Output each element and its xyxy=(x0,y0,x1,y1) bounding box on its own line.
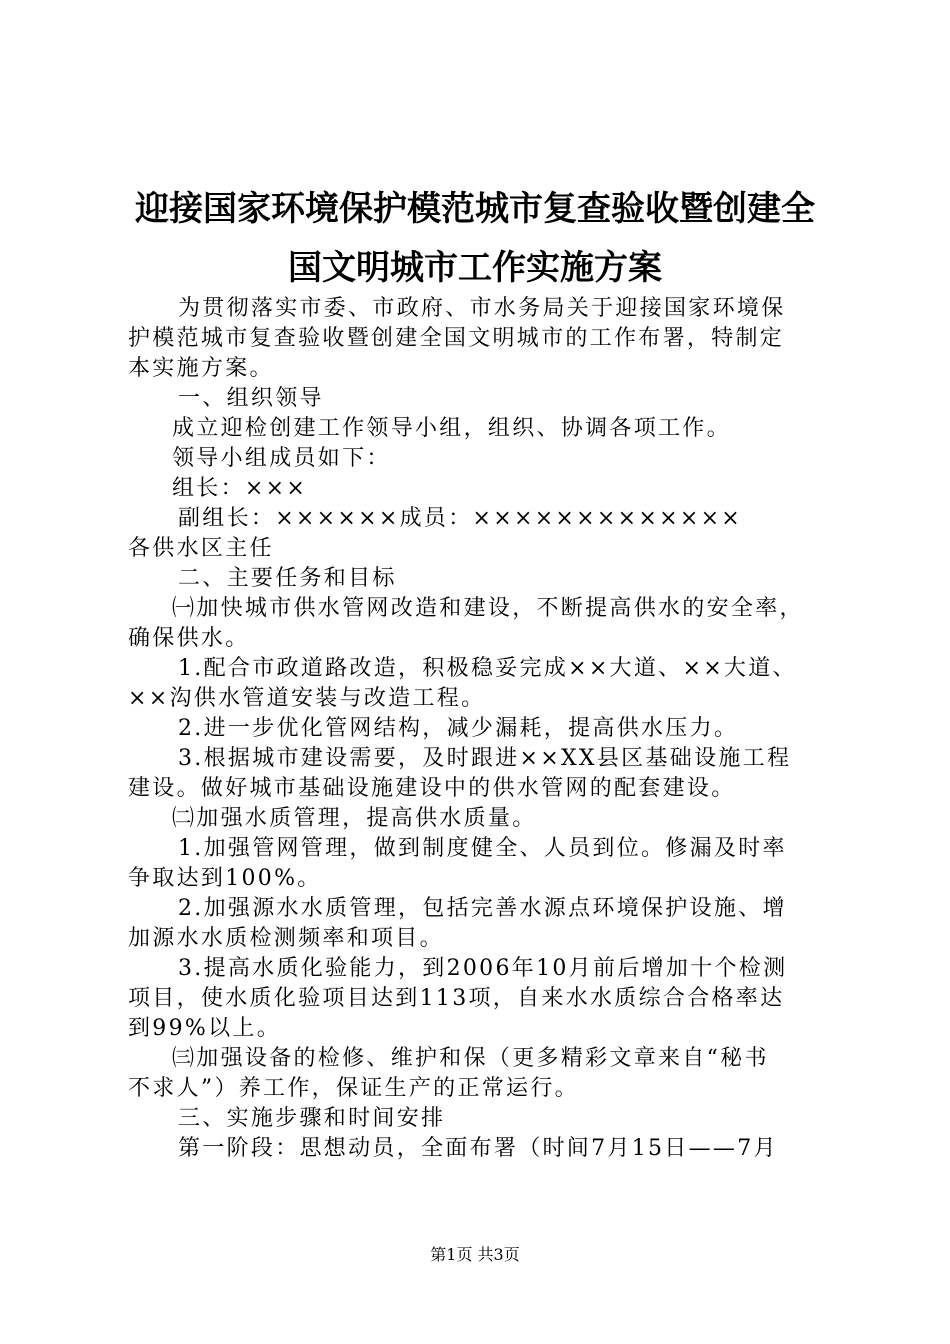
body-line: 3.提高水质化验能力，到2006年10月前后增加十个检测 xyxy=(178,956,788,981)
body-line: 项目，使水质化验项目达到113项，自来水水质综合合格率达 xyxy=(128,986,785,1011)
body-line: ㈡加强水质管理，提高供水质量。 xyxy=(172,806,537,831)
body-line: 本实施方案。 xyxy=(128,356,274,381)
body-line: 不求人”）养工作，保证生产的正常运行。 xyxy=(128,1076,579,1101)
document-body xyxy=(128,294,832,1164)
body-line: 为贯彻落实市委、市政府、市水务局关于迎接国家环境保 xyxy=(178,296,786,321)
body-line: 1.配合市政道路改造，积极稳妥完成××大道、××大道、 xyxy=(178,656,797,681)
body-line: 组长：××× xyxy=(172,476,308,501)
document-title-line-2: 国文明城市工作实施方案 xyxy=(288,248,662,288)
body-line: 各供水区主任 xyxy=(128,536,274,561)
body-line: 争取达到100%。 xyxy=(128,866,322,891)
body-line: ××沟供水管道安装与改造工程。 xyxy=(128,686,486,711)
body-line: 建设。做好城市基础设施建设中的供水管网的配套建设。 xyxy=(128,776,736,801)
body-line: 2.加强源水水质管理，包括完善水源点环境保护设施、增 xyxy=(178,896,787,921)
body-line: 第一阶段：思想动员，全面布署（时间7月15日——7月 xyxy=(178,1136,778,1161)
body-line: 护模范城市复查验收暨创建全国文明城市的工作布署，特制定 xyxy=(128,326,785,351)
body-line: 到99%以上。 xyxy=(128,1016,281,1041)
body-line: 2.进一步优化管网结构，减少漏耗，提高供水压力。 xyxy=(178,716,739,741)
document-title-line-1: 迎接国家环境保护模范城市复查验收暨创建全 xyxy=(135,189,815,229)
section-heading: 二、主要任务和目标 xyxy=(178,566,397,591)
body-line: 成立迎检创建工作领导小组，组织、协调各项工作。 xyxy=(172,416,731,441)
body-line: ㈠加快城市供水管网改造和建设，不断提高供水的安全率， xyxy=(172,596,804,621)
page-number-footer: 第1页 共3页 xyxy=(430,1245,520,1264)
section-heading: 三、实施步骤和时间安排 xyxy=(178,1106,446,1131)
body-line: 领导小组成员如下： xyxy=(172,446,391,471)
body-line: 1.加强管网管理，做到制度健全、人员到位。修漏及时率 xyxy=(178,836,787,861)
body-line: 加源水水质检测频率和项目。 xyxy=(128,926,444,951)
body-line: 副组长：××××××成员：××××××××××××× xyxy=(178,506,743,531)
body-line: ㈢加强设备的检修、维护和保（更多精彩文章来自“秘书 xyxy=(172,1046,769,1071)
body-line: 3.根据城市建设需要，及时跟进××XX县区基础设施工程 xyxy=(178,746,792,771)
section-heading: 一、组织领导 xyxy=(178,386,324,411)
body-line: 确保供水。 xyxy=(128,626,250,651)
